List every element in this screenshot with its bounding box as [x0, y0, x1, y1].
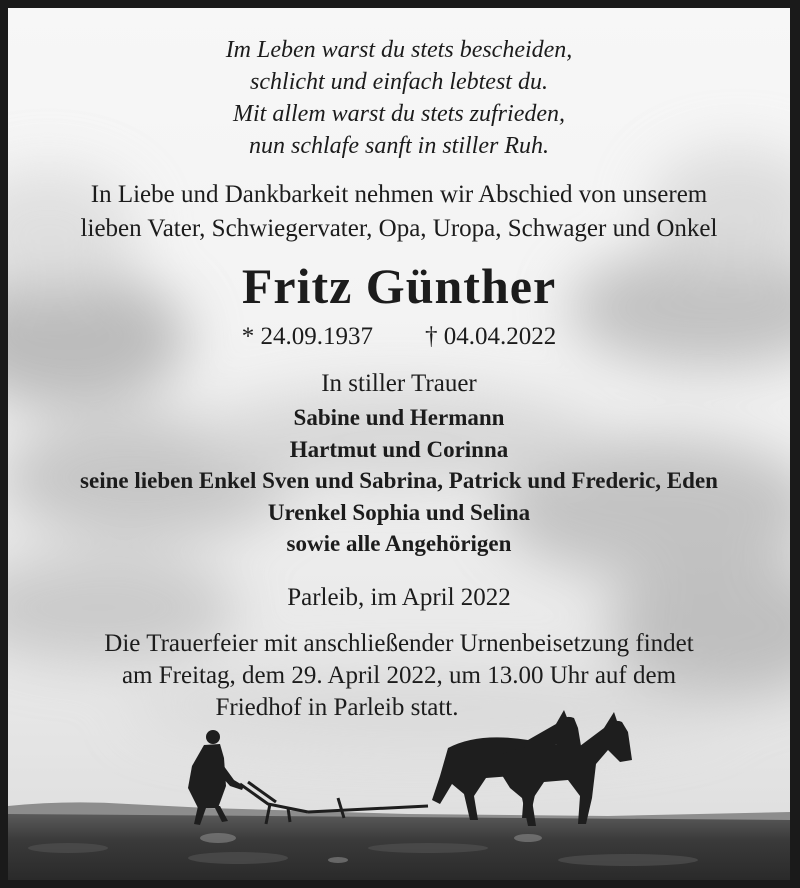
farewell-intro [8, 178, 790, 246]
mourner-line: Hartmut und Corinna [289, 436, 509, 462]
poem-line: Mit allem warst du stets zufrieden, [233, 101, 565, 127]
birth-date: * 24.09.1937 [241, 323, 373, 350]
memorial-poem [8, 34, 790, 162]
mourner-line: seine lieben Enkel Sven und Sabrina, Patrick und Frederic, Eden [80, 468, 718, 493]
service-line: Friedhof in Parleib statt. [215, 694, 459, 721]
mourner-line: sowie alle Angehörigen [286, 531, 512, 556]
death-date: † 04.04.2022 [425, 323, 557, 350]
mourner-line: Urenkel Sophia und Selina [267, 499, 531, 525]
poem-line: schlicht und einfach lebtest du. [250, 69, 548, 95]
mourner-line: Sabine und Hermann [293, 405, 505, 430]
service-line: Die Trauerfeier mit anschließender Urnenbeisetzung findet [104, 630, 694, 657]
life-dates [8, 320, 790, 354]
obituary-card [8, 8, 790, 880]
draft-horses [432, 710, 632, 826]
place-and-date: Parleib, im April 2022 [287, 584, 511, 611]
plowing-farmer-silhouette [8, 688, 790, 880]
mourning-heading: In stiller Trauer [321, 370, 477, 397]
mourners-list [8, 402, 790, 560]
intro-line: In Liebe und Dankbarkeit nehmen wir Abschied von unserem [90, 181, 708, 208]
intro-line: lieben Vater, Schwiegervater, Opa, Uropa, Schwager und Onkel [80, 215, 718, 242]
poem-line: Im Leben warst du stets bescheiden, [225, 37, 573, 63]
poem-line: nun schlafe sanft in stiller Ruh. [249, 133, 549, 159]
service-line: am Freitag, dem 29. April 2022, um 13.00 Uhr auf dem [121, 662, 677, 689]
deceased-name: Fritz Günther [241, 258, 557, 314]
